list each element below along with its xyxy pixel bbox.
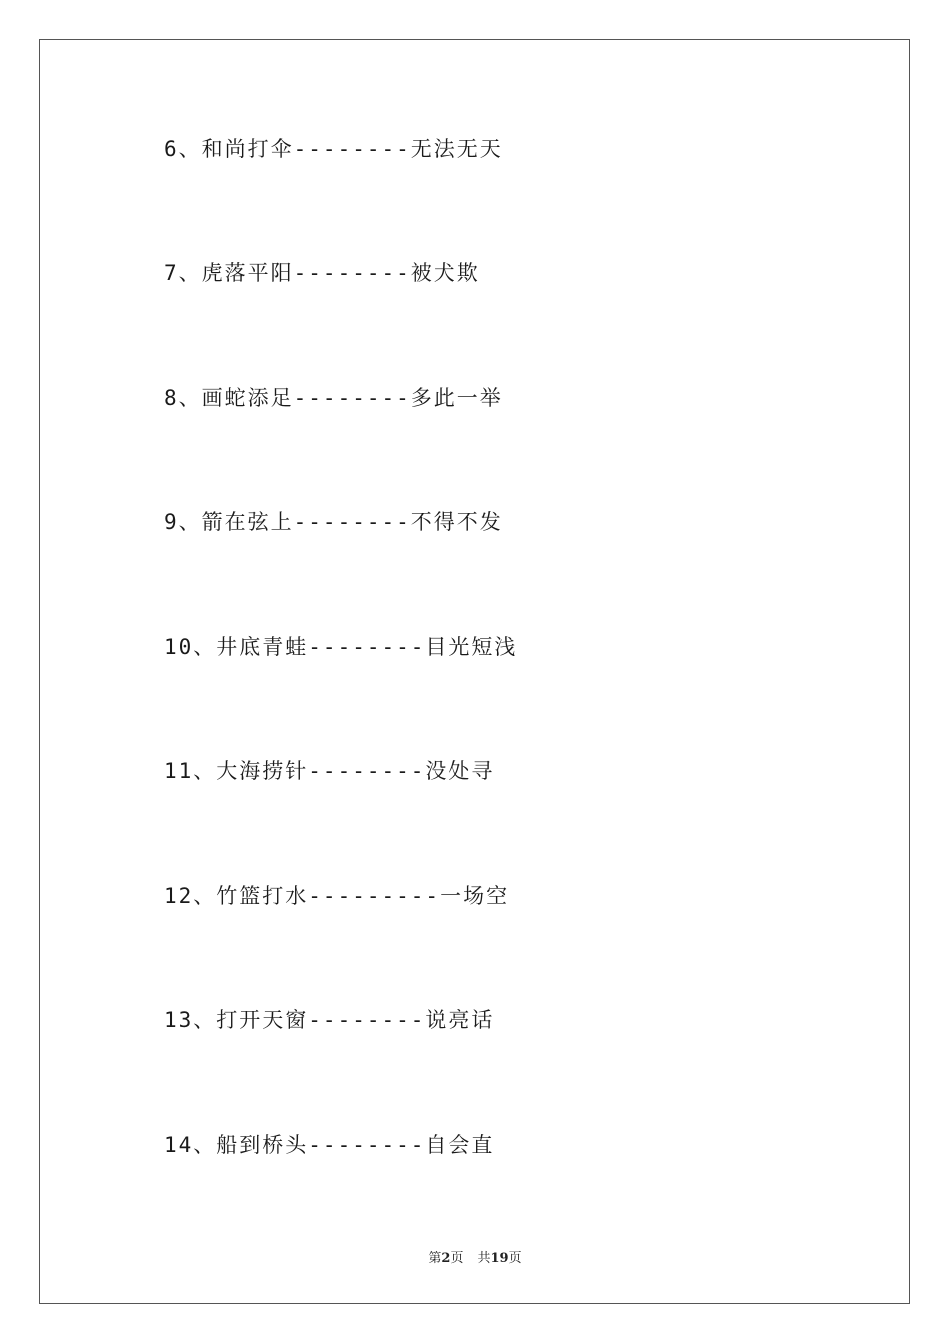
- total-suffix: 页: [508, 1251, 522, 1266]
- total-prefix: 共: [477, 1251, 491, 1266]
- list-item: 10、井底青蛙--------目光短浅: [164, 635, 518, 659]
- page-prefix: 第: [428, 1251, 442, 1266]
- list-item: 6、和尚打伞--------无法无天: [164, 137, 503, 161]
- list-item: 7、虎落平阳--------被犬欺: [164, 261, 480, 285]
- list-item: 14、船到桥头--------自会直: [164, 1133, 495, 1157]
- page-border: [39, 39, 910, 1304]
- current-page-number: 2: [441, 1251, 451, 1266]
- list-item: 11、大海捞针--------没处寻: [164, 759, 495, 783]
- total-page-count: 19: [490, 1251, 509, 1266]
- list-item: 12、竹篮打水---------一场空: [164, 884, 510, 908]
- list-item: 13、打开天窗--------说亮话: [164, 1008, 495, 1032]
- list-item: 9、箭在弦上--------不得不发: [164, 510, 503, 534]
- list-item: 8、画蛇添足--------多此一举: [164, 386, 503, 410]
- page-suffix: 页: [450, 1251, 464, 1266]
- page-footer: [0, 1247, 950, 1266]
